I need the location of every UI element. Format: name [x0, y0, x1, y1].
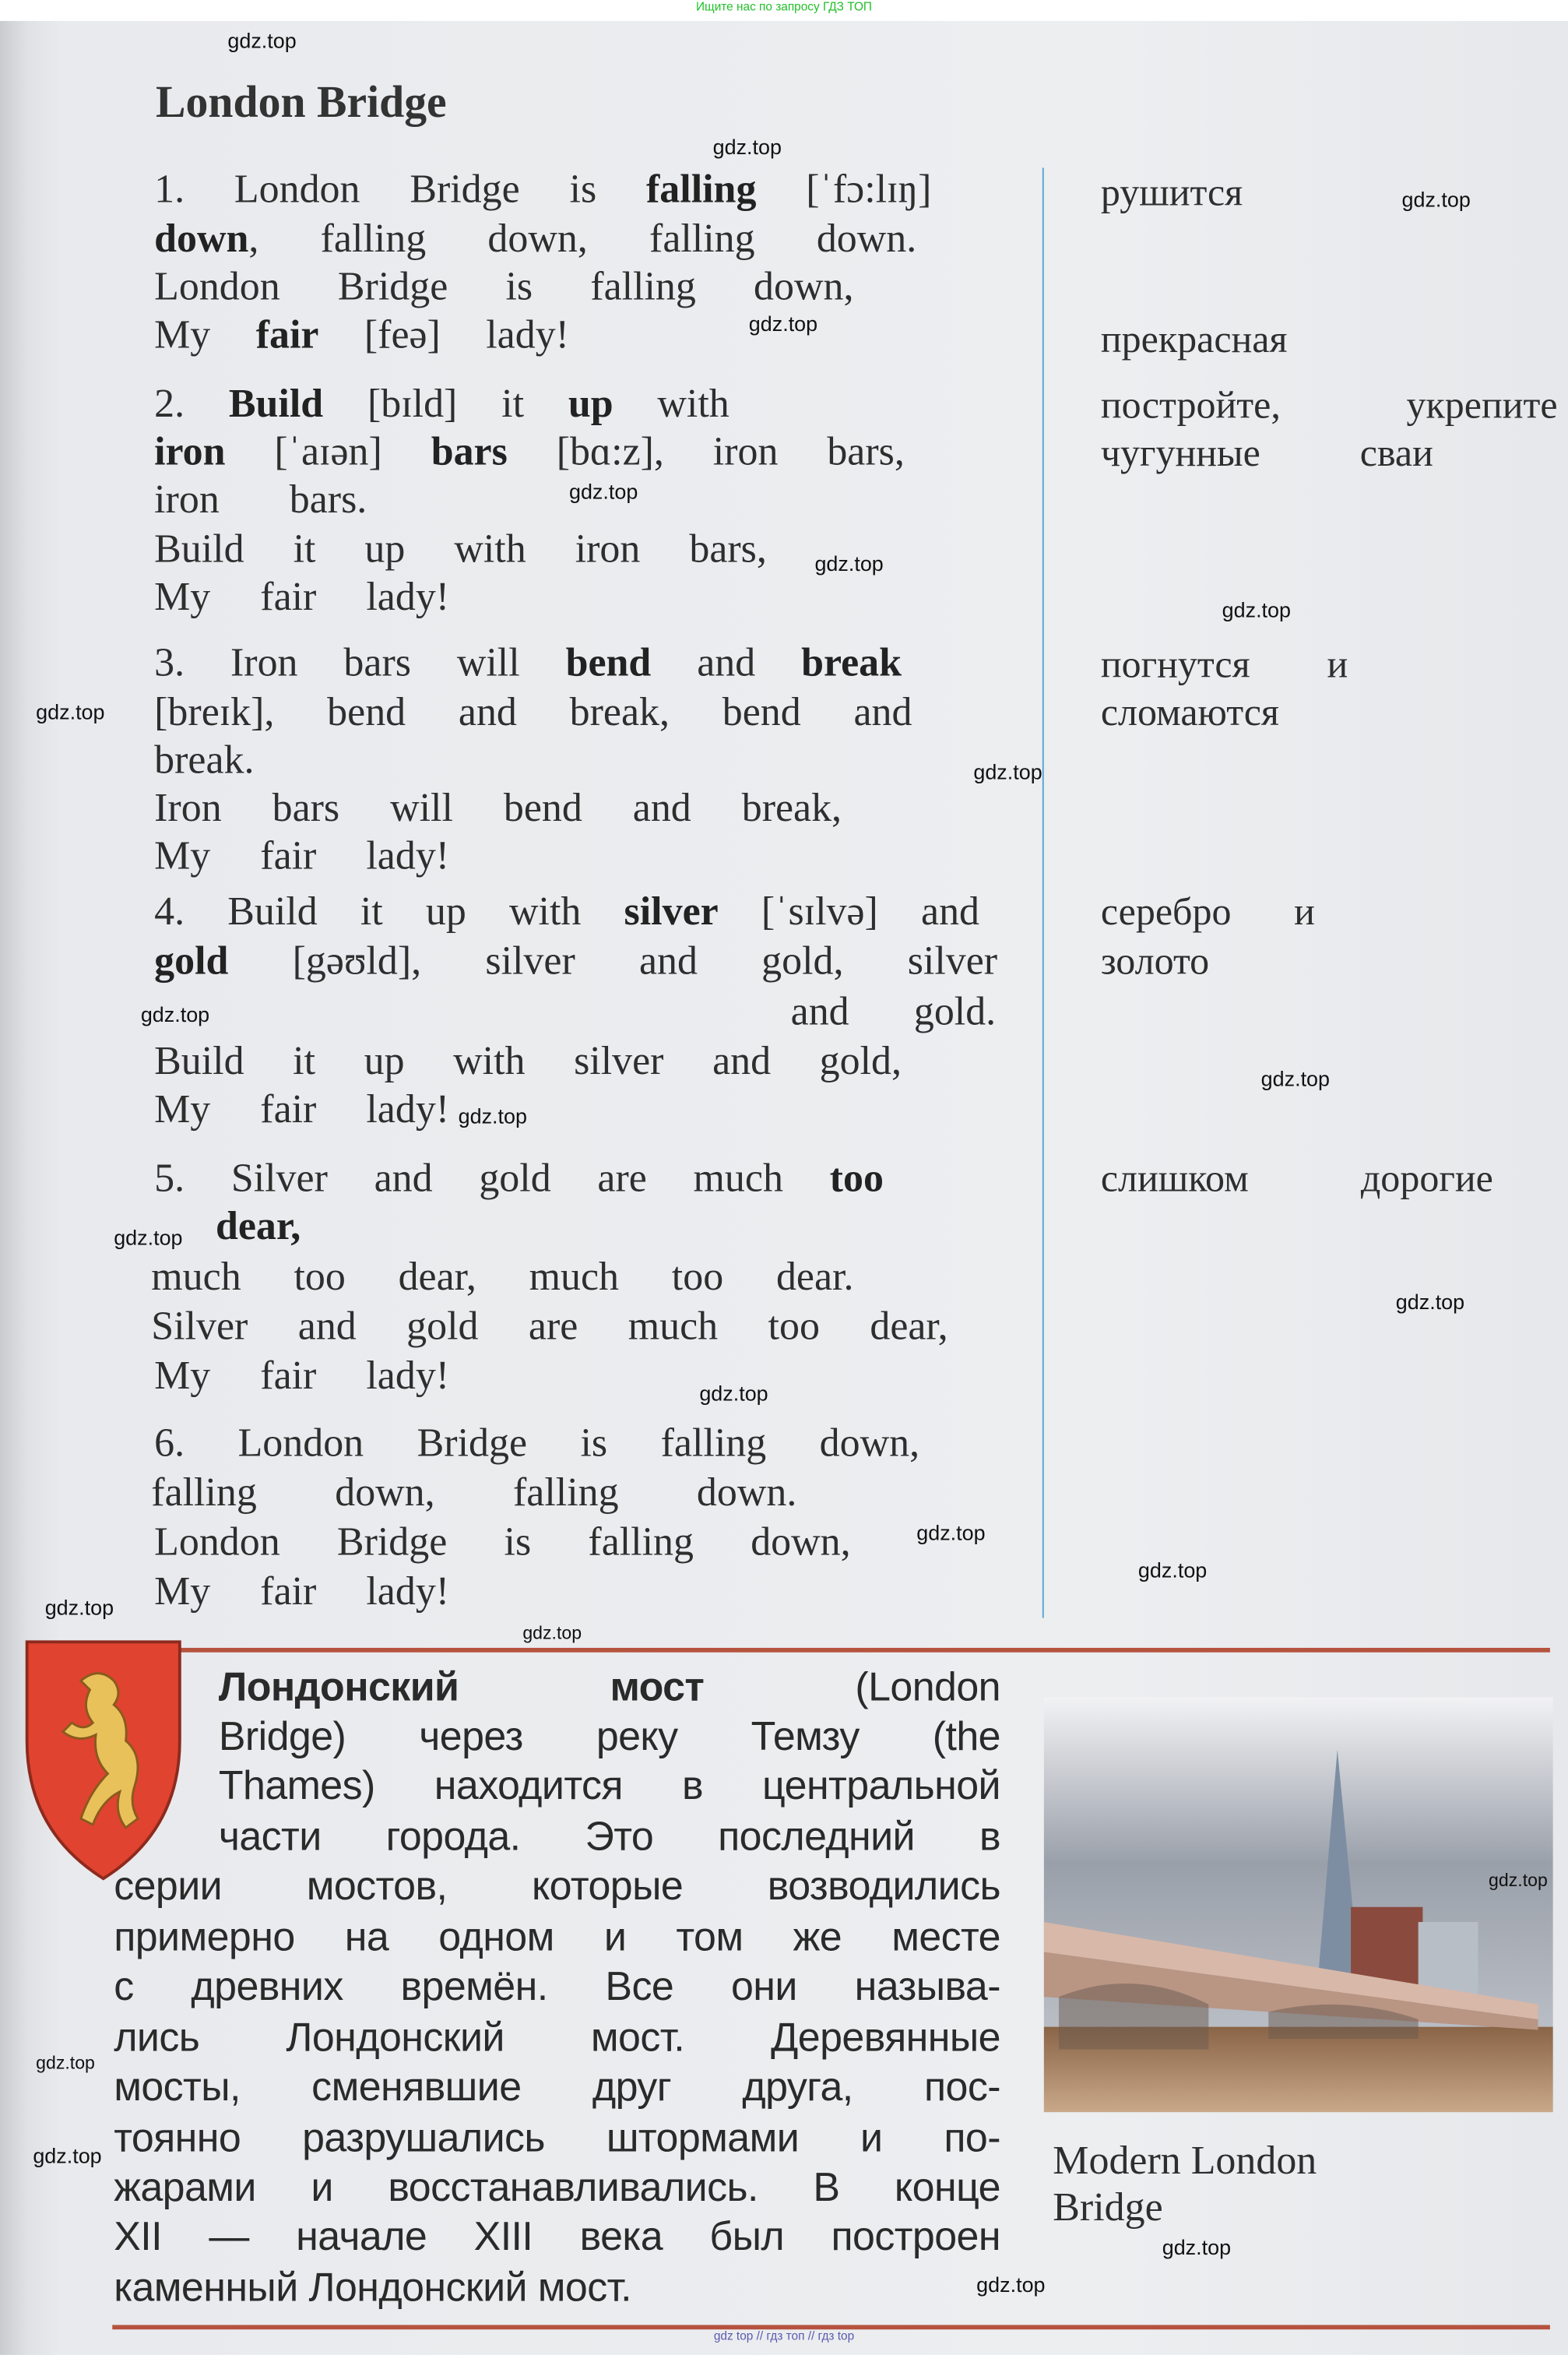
- text-segment: части города. Это последний в: [218, 1814, 1000, 1860]
- poem-line: [154, 1419, 919, 1467]
- poem-line: [154, 1567, 449, 1615]
- watermark-text: gdz.top: [36, 699, 105, 724]
- bold-keyword: down: [154, 215, 249, 261]
- poem-line: [154, 1085, 449, 1133]
- text-segment: 1. London Bridge is: [154, 166, 647, 212]
- photo-caption-line-1: Modern London: [1053, 2137, 1317, 2183]
- text-segment: Silver and gold are much too dear,: [151, 1303, 948, 1349]
- text-segment: лись Лондонский мост. Деревянные: [114, 2015, 1000, 2060]
- glossary-translation: золото: [1100, 939, 1210, 983]
- text-segment: falling down, falling down.: [151, 1470, 797, 1515]
- glossary-translation: рушится: [1100, 171, 1243, 215]
- bold-keyword: gold: [154, 938, 229, 983]
- bold-keyword: мост: [610, 1664, 705, 1709]
- info-line: [114, 1962, 1000, 2012]
- poem-line: [154, 1351, 449, 1399]
- text-segment: тоянно разрушались штормами и по-: [114, 2115, 1000, 2160]
- watermark-text: gdz.top: [227, 28, 297, 53]
- watermark-text: gdz.top: [1162, 2235, 1232, 2259]
- poem-line: [151, 1468, 796, 1516]
- poem-line: [154, 887, 979, 935]
- watermark-text: gdz.top: [814, 551, 884, 576]
- text-segment: [ˈsɪlvə] and: [718, 888, 980, 934]
- watermark-text: gdz.top: [33, 2143, 102, 2168]
- glossary-translation: постройте, укрепите: [1100, 383, 1558, 428]
- text-segment: мосты, сменявшие друг друга, пос-: [114, 2064, 1000, 2110]
- text-segment: (London: [704, 1664, 1000, 1709]
- text-segment: My fair lady!: [154, 1086, 450, 1132]
- poem-line: [154, 936, 997, 984]
- poem-line: [154, 214, 916, 262]
- text-segment: much too dear, much too dear.: [151, 1254, 854, 1299]
- text-segment: [feə] lady!: [318, 312, 569, 357]
- watermark-text: gdz.top: [44, 1595, 114, 1620]
- watermark-text: gdz.top: [973, 759, 1042, 784]
- info-line: [219, 1663, 1000, 1712]
- bold-keyword: break: [801, 639, 902, 685]
- text-segment: My fair lady!: [154, 833, 450, 878]
- info-line: [219, 1713, 1000, 1762]
- text-segment: Thames) находится в центральной: [218, 1763, 1000, 1808]
- top-ad-text: Ищите нас по запросу ГДЗ ТОП: [695, 0, 872, 14]
- text-segment: London Bridge is falling down,: [154, 263, 854, 309]
- bold-keyword: too: [829, 1155, 884, 1200]
- info-line: [114, 2063, 1000, 2112]
- watermark-text: gdz.top: [568, 479, 638, 504]
- watermark-text: gdz.top: [522, 1622, 582, 1644]
- text-segment: 5. Silver and gold are much: [154, 1155, 830, 1200]
- bold-keyword: falling: [646, 166, 757, 212]
- poem-line: [154, 379, 730, 428]
- poem-line: [154, 1518, 850, 1566]
- photo-caption-line-2: Bridge: [1053, 2184, 1163, 2230]
- text-segment: Build it up with silver and gold,: [154, 1038, 902, 1083]
- watermark-text: gdz.top: [1137, 1558, 1208, 1582]
- text-segment: My fair lady!: [154, 1568, 450, 1614]
- info-line: [219, 1762, 1000, 1811]
- text-segment: and gold.: [790, 988, 997, 1034]
- info-line: [114, 2013, 1000, 2062]
- text-segment: London Bridge is falling down,: [154, 1519, 851, 1565]
- info-line: [114, 1913, 1000, 1962]
- watermark-text: gdz.top: [1401, 187, 1471, 212]
- text-segment: with: [613, 380, 730, 426]
- text-segment: каменный Лондонский мост.: [114, 2265, 631, 2311]
- text-segment: Iron bars will bend and break,: [154, 784, 842, 830]
- text-segment: My: [154, 312, 256, 357]
- poem-line: [151, 1302, 947, 1350]
- text-segment: [ˈaɪən]: [225, 428, 431, 473]
- column-divider: [1042, 167, 1044, 1618]
- text-segment: жарами и восстанавливались. В конце: [114, 2164, 1000, 2210]
- text-segment: примерно на одном и том же месте: [114, 1914, 1000, 1960]
- text-segment: [bɪld] it: [323, 380, 568, 426]
- poem-line: [154, 638, 902, 686]
- bold-keyword: bars: [431, 428, 508, 473]
- watermark-text: gdz.top: [699, 1381, 768, 1406]
- poem-line: [154, 427, 905, 475]
- text-segment: My fair lady!: [154, 1353, 450, 1398]
- watermark-text: gdz.top: [36, 2052, 95, 2074]
- watermark-text: gdz.top: [748, 312, 818, 336]
- glossary-translation: слишком дорогие: [1100, 1156, 1493, 1200]
- glossary-translation: сломаются: [1100, 690, 1279, 734]
- poem-line: [154, 310, 569, 358]
- text-segment: 2.: [154, 380, 229, 426]
- glossary-translation: прекрасная: [1100, 317, 1288, 361]
- text-segment: [breɪk], bend and break, bend and: [154, 688, 912, 734]
- text-segment: , falling down, falling down.: [248, 215, 917, 261]
- poem-line: [154, 832, 449, 880]
- watermark-text: gdz.top: [1222, 597, 1292, 622]
- poem-line: [154, 1153, 884, 1202]
- text-segment: XII — начале XIII века был построен: [114, 2214, 1000, 2259]
- text-segment: [gəʊld], silver and gold, silver: [228, 938, 998, 983]
- text-segment: break.: [154, 737, 255, 783]
- page-title: London Bridge: [156, 78, 447, 128]
- glossary-translation: чугунные сваи: [1100, 431, 1433, 475]
- watermark-text: gdz.top: [1489, 1869, 1548, 1891]
- poem-line: [154, 165, 931, 213]
- bold-keyword: Build: [228, 380, 324, 426]
- watermark-text: gdz.top: [1260, 1066, 1331, 1091]
- poem-line: [151, 1252, 853, 1301]
- text-segment: 6. London Bridge is falling down,: [154, 1420, 920, 1466]
- text-segment: [ˈfɔ:lɪŋ]: [756, 166, 932, 212]
- poem-line: [791, 987, 997, 1036]
- text-segment: and: [651, 639, 802, 685]
- info-line: [114, 2264, 761, 2313]
- info-line: [114, 2163, 1000, 2212]
- section-rule-top: [112, 1648, 1550, 1653]
- poem-line: [154, 783, 842, 832]
- london-coat-of-arms-shield-icon: [21, 1636, 186, 1883]
- poem-line: [154, 524, 767, 572]
- text-segment: iron bars.: [154, 476, 367, 522]
- watermark-text: gdz.top: [976, 2272, 1046, 2297]
- poem-line: [154, 735, 287, 783]
- watermark-text: gdz.top: [458, 1104, 527, 1128]
- bold-keyword: bend: [565, 639, 652, 685]
- text-segment: Build it up with iron bars,: [154, 526, 767, 571]
- info-line: [114, 1862, 1000, 1911]
- bold-keyword: fair: [255, 312, 319, 357]
- bold-keyword: Лондонский: [218, 1664, 459, 1709]
- bold-keyword: silver: [624, 888, 719, 934]
- poem-line: [154, 688, 912, 736]
- watermark-text: gdz.top: [712, 135, 782, 159]
- watermark-text: gdz.top: [114, 1225, 183, 1250]
- poem-line: [154, 1037, 902, 1085]
- text-segment: 4. Build it up with: [154, 888, 624, 934]
- poem-line: [154, 572, 449, 621]
- poem-line: [216, 1202, 322, 1250]
- info-line: [114, 2212, 1000, 2262]
- text-segment: с древних времён. Все они называ-: [114, 1963, 1000, 2009]
- footer-ad-text: gdz top // гдз топ // гдз top: [713, 2329, 855, 2343]
- glossary-translation: погнутся и: [1100, 642, 1348, 687]
- text-segment: My fair lady!: [154, 573, 450, 619]
- poem-line: [154, 475, 367, 523]
- text-segment: [459, 1664, 610, 1709]
- bold-keyword: iron: [154, 428, 226, 473]
- watermark-text: gdz.top: [916, 1520, 986, 1545]
- text-segment: серии мостов, которые возводились: [114, 1863, 1000, 1909]
- watermark-text: gdz.top: [140, 1001, 210, 1026]
- modern-london-bridge-photo: [1044, 1697, 1553, 2112]
- poem-line: [154, 262, 853, 311]
- info-line: [219, 1813, 1000, 1862]
- info-line: [114, 2114, 1000, 2163]
- bold-keyword: dear,: [215, 1202, 301, 1248]
- text-segment: [bɑ:z], iron bars,: [507, 428, 905, 473]
- text-segment: 3. Iron bars will: [154, 639, 566, 685]
- glossary-translation: серебро и: [1100, 889, 1315, 934]
- bold-keyword: up: [568, 380, 613, 426]
- text-segment: Bridge) через реку Темзу (the: [218, 1713, 1000, 1759]
- watermark-text: gdz.top: [1395, 1290, 1465, 1314]
